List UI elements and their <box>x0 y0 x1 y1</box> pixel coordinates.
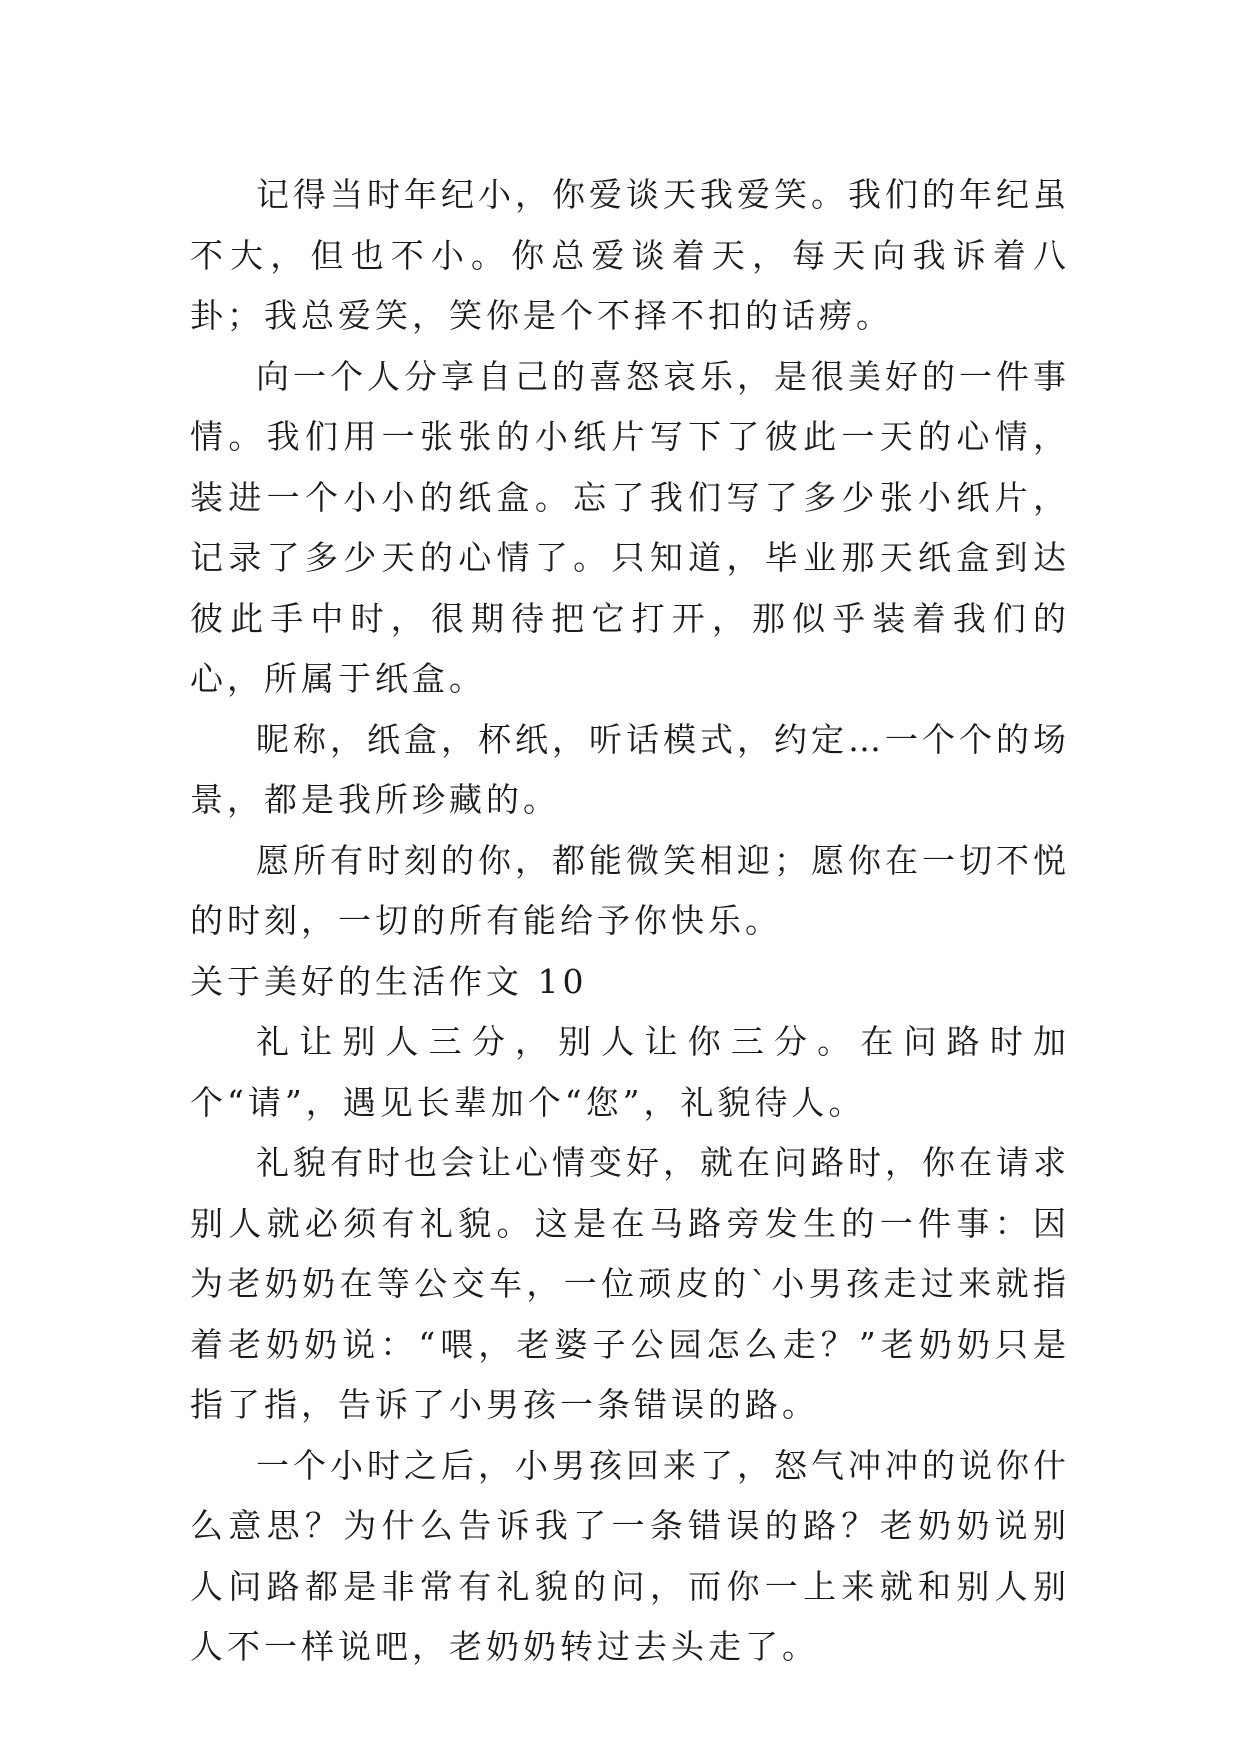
document-body <box>190 165 1070 1678</box>
paragraph-5: 礼让别人三分，别人让你三分。在问路时加个“请”，遇见长辈加个“您”，礼貌待人。 <box>190 1022 1070 1122</box>
paragraph-3: 昵称，纸盒，杯纸，听话模式，约定…一个个的场景，都是我所珍藏的。 <box>190 719 1070 819</box>
section-heading: 关于美好的生活作文 10 <box>190 961 588 1001</box>
paragraph-1: 记得当时年纪小，你爱谈天我爱笑。我们的年纪虽不大，但也不小。你总爱谈着天，每天向我诉着八卦；我总爱笑，笑你是个不择不扣的话痨。 <box>190 175 1070 335</box>
paragraph-7: 一个小时之后，小男孩回来了，怒气冲冲的说你什么意思？为什么告诉我了一条错误的路？老奶奶说别人问路都是非常有礼貌的问，而你一上来就和别人别人不一样说吧，老奶奶转过去头走了。 <box>190 1445 1070 1666</box>
paragraph-4: 愿所有时刻的你，都能微笑相迎；愿你在一切不悦的时刻，一切的所有能给予你快乐。 <box>190 840 1070 940</box>
paragraph-2: 向一个人分享自己的喜怒哀乐，是很美好的一件事情。我们用一张张的小纸片写下了彼此一天的心情，装进一个小小的纸盒。忘了我们写了多少张小纸片，记录了多少天的心情了。只知道，毕业那天纸盒到达彼此手中时，很期待把它打开，那似乎装着我们的心，所属于纸盒。 <box>190 356 1070 698</box>
paragraph-6: 礼貌有时也会让心情变好，就在问路时，你在请求别人就必须有礼貌。这是在马路旁发生的一件事：因为老奶奶在等公交车，一位顽皮的`小男孩走过来就指着老奶奶说：“喂，老婆子公园怎么走？”老奶奶只是指了指，告诉了小男孩一条错误的路。 <box>190 1143 1070 1424</box>
